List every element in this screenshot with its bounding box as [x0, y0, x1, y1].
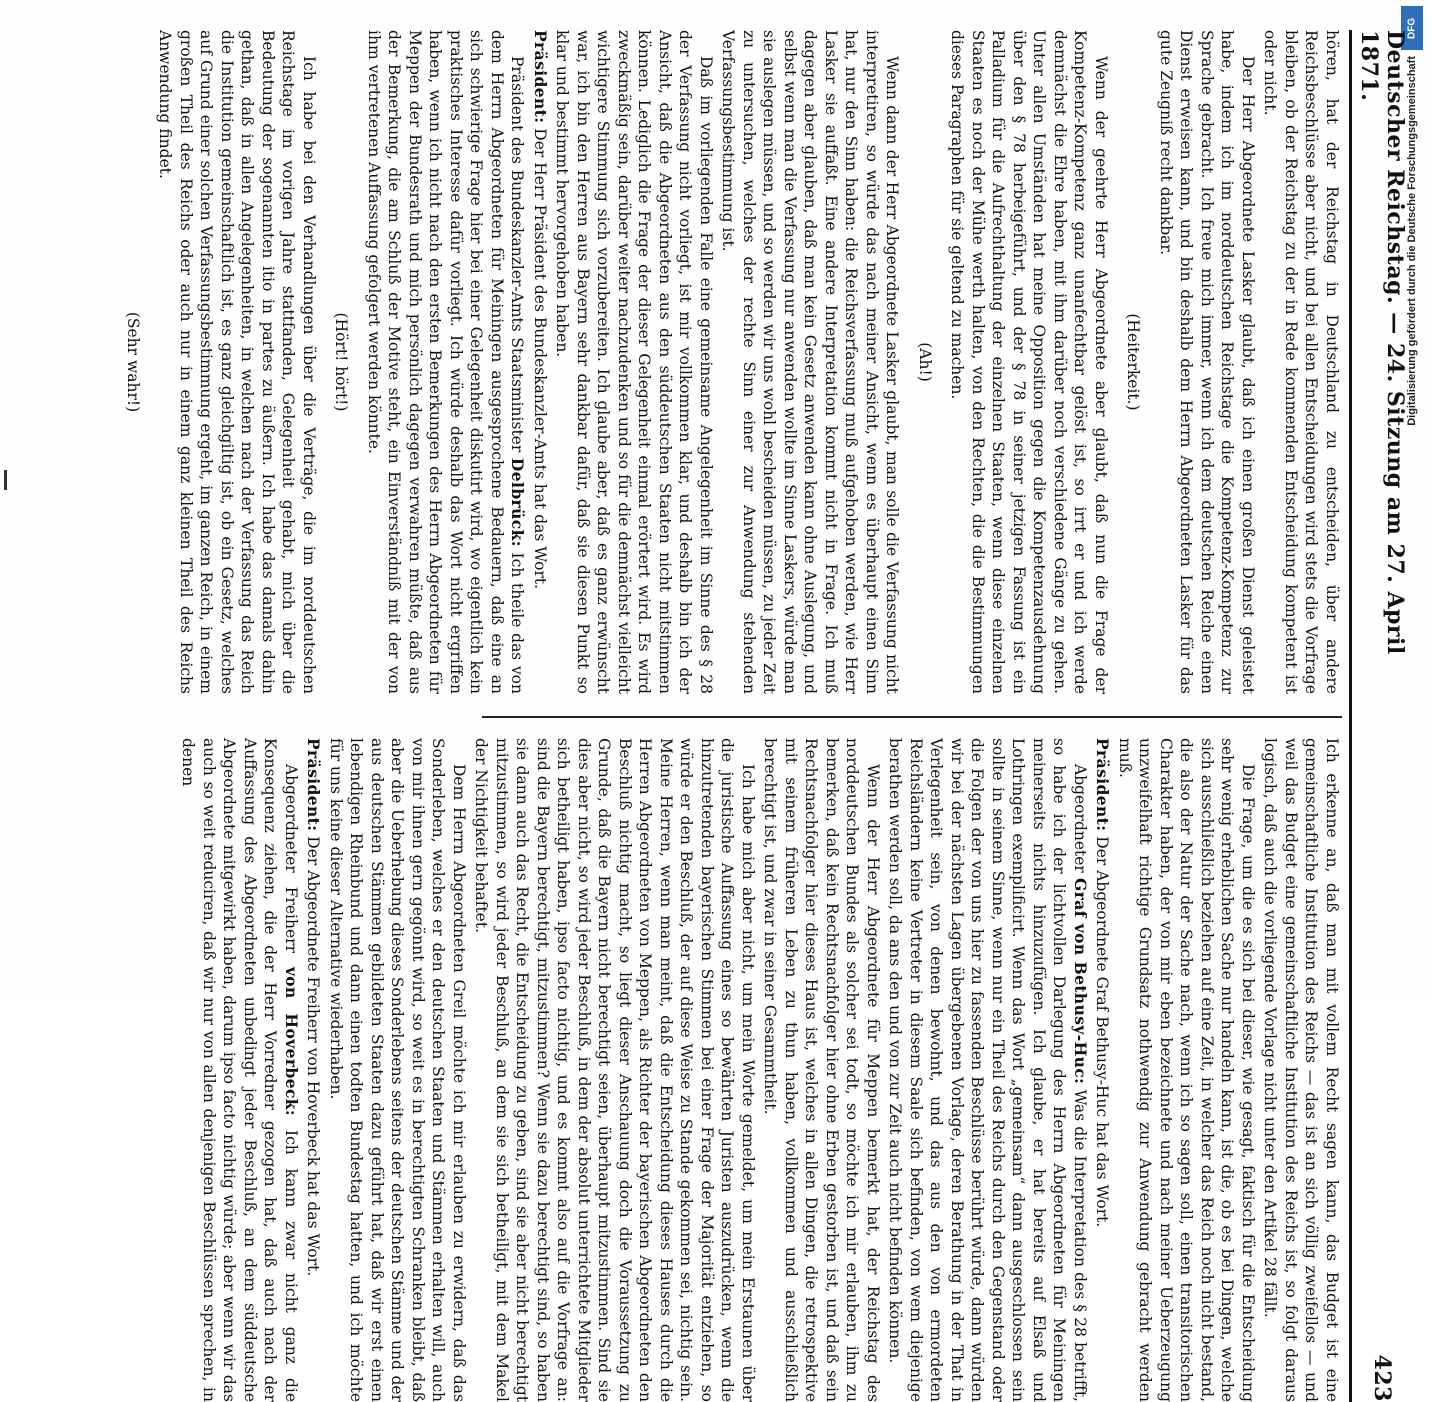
speaker-name: Präsident: — [531, 30, 550, 124]
paragraph: Präsident: Der Herr Präsident des Bundeskanzler-Amts hat das Wort. — [531, 30, 550, 590]
dfg-funding-note: Digitalisierung gefördert durch die Deutsche Forschungsgemeinschaft — [1406, 56, 1418, 426]
column-left — [124, 30, 1342, 694]
paragraph: Ich habe bei den Verhandlungen über die Verträge, die im norddeutschen Reichstage im vorigen Jahre stattfanden, Gelegenheit gehabt, mich über die Bedeutung der sogenannten itio in partes zu äußern. Ich habe das damals dahin gethan, daß in allen Angelegenheiten, in welchen nach der Verfassung das Reich die Institution gemeinschaftlich ist, es ganz gleichgiltig ist, ob ein Gesetz, welches auf Grund einer solchen Verfassungsbestimmung ergeht, im ganzen Reich, in einem großen Theil des Reichs oder auch nur in einem ganz kleinen Theil des Reichs Anwendung findet. — [156, 30, 318, 694]
interjection: (Heiterkeit.) — [1124, 313, 1143, 411]
paragraph: Präsident: Der Abgeordnete Graf Bethusy-Huc hat das Wort. — [1093, 738, 1113, 1228]
paragraph: Ich habe mich aber nicht, um mein Worte gemeldet, um mein Erstaunen über die juristische Auffassung eines so bewährten Juristen auszudrücken, wenn die hinzutretenden bayerischen Stimmen bei einer Frage der Majorität entziehen, so würde er den Beschluß, der auf diese Weise zu Stande gekommen sei, nichtig sein. Meine Herren, wenn man meint, daß die Entscheidung dieses Hauses durch die Herren Abgeordneten von Meppen, als Richter der bayerischen Abgeordneten den Beschluß nichtig macht, so liegt dieser Anschauung doch die Voraussetzung zu Grunde, daß die Bayern nicht berechtigt seien, überhaupt mitzustimmen. Sind sie dies aber nicht, so wird jeder Beschluß, in dem der absolut unterrichtete Mitglieder sich betheiligt haben, ipso facto nichtig, und es kommt also auf die Vorfrage an: sind die Bayern berechtigt, mitzustimmen? Wenn sie dazu berechtigt sind, so haben sie dann auch das Recht, die Entscheidung zu geben, sind sie aber nicht berechtigt mitzustimmen, so wird jeder Beschluß, an dem sie sich betheiligt, mit dem Makel der Nichtigkeit behaftet. — [472, 738, 757, 1402]
paragraph: Abgeordneter Freiherr von Hoverbeck: Ich kann zwar nicht ganz die Konsequenz ziehen, die der Herr Vorredner gezogen hat, daß auch nach der Auffassung des Abgeordneten unbedingt jeder Beschluß, an dem süddeutsche Abgeordnete mitgewirkt haben, darum ipso facto nichtig würde; aber wenn wir das auch so weit reduciren, daß wir nur von allen denjenigen Beschlüssen sprechen, in denen — [179, 738, 301, 1402]
paragraph: Wenn der Herr Abgeordnete für Meppen bemerkt hat, der Reichstag des norddeutschen Bundes als solcher sei todt, so möchte ich mir erlauben, ihm zu bemerken, daß kein Rechtsnachfolger hier ohne Erben gestorben ist, und daß sein Rechtsnachfolger hier dieses Haus ist, welches in allen Dingen, die retrospektive mit seinem früheren Leben zu thun haben, vollkommen und ausschließlich berechtigt ist, und zwar in seiner Gesammtheit. — [761, 738, 882, 1402]
speaker-name: Präsident: — [1093, 738, 1113, 832]
column-right — [179, 716, 1342, 1402]
speaker-name: Präsident: — [304, 738, 324, 832]
paragraph: Die Frage, um die es sich bei dieser, wie gesagt, faktisch für die Entscheidung sehr wenig erheblichen Sache nur handeln kann, ist die, ob es bei Dingen, welche sich ausschließlich beziehen auf eine Zeit, in welcher das Reich noch nicht bestand, die also der Natur der Sache nach, wenn ich so sagen soll, einen transitorischen Charakter haben, der von mir eben bezeichnete und nach meiner Ueberzeugung unzweifelhaft richtige Grundsatz nothwendig zur Anwendung gebracht werden muß. — [1116, 738, 1257, 1402]
interjection: (Sehr wahr!) — [124, 311, 142, 413]
dfg-logo: DFG — [1401, 6, 1423, 50]
rotated-page-content — [40, 30, 1412, 1402]
running-title: Deutscher Reichstag. — 24. Sitzung am 27. April 1871. — [1356, 30, 1408, 655]
interjection: (Ah!) — [916, 342, 934, 382]
paragraph: Daß im vorliegenden Falle eine gemeinsame Angelegenheit im Sinne des § 28 der Verfassung nicht vorliegt, ist mir vollkommen klar, und deshalb bin ich der Ansicht, daß die Abgeordneten aus den süddeutschen Staaten nicht mitstimmen können. Lediglich die Frage der dieser Gelegenheit einmal erörtert wird. Es wird zweckmäßig sein, darüber weiter nachzudenken und so für die demnächst vielleicht wichtigere Stimmung sich vorzubereiten. Ich glaube aber, daß es ganz erwünscht war, ich bin den Herren aus Bayern sehr dankbar dafür, daß sie diesen Punkt so klar und bestimmt hervorgehoben haben. — [553, 30, 715, 694]
binding-mark — [4, 470, 7, 490]
speaker-name: von Hoverbeck: — [282, 966, 301, 1117]
page-header — [1349, 30, 1412, 1402]
speaker-name: Delbrück: — [508, 457, 528, 547]
paragraph: hören, hat der Reichstag in Deutschland zu entscheiden, über andere Reichsbeschlüsse aber nicht, und bei allen Entscheidungen wird stets die Vorfrage bleiben, ob der Reichstag zu der in Rede kommenden Entscheidung kompetent ist oder nicht. — [1261, 30, 1341, 694]
paragraph: Präsident des Bundeskanzler-Amts Staatsminister Delbrück: Ich theile das von dem Herrn Abgeordneten für Meiningen ausgesprochene Bedauern, daß eine an sich schwierige Frage hier bei einer Gelegenheit diskutirt wird, wo eigentlich kein praktisches Interesse dafür vorliegt. Ich würde deshalb das Wort nicht ergriffen haben, wenn ich nicht nach den ersten Bemerkungen des Herrn Abgeordneten für Meppen der Bundesrath und mich persönlich dagegen verwahren müßte, daß aus der Bemerkung, die am Schluß der Motive steht, ein Einverständniß mit der von ihm vertretenen Auffassung gefolgert werden könnte. — [365, 30, 528, 694]
paragraph: Wenn der geehrte Herr Abgeordnete aber glaubt, daß nun die Frage der Kompetenz-Kompetenz ganz unanfechtbar gelöst ist, so irrt er und ich werde demnächst die Ehre haben, mit ihm darüber noch verschiedene Gänge zu gehen. Unter allen Umständen hat meine Opposition gegen die Kompetenzausdehnung über den § 78 herbeigeführt, und der § 78 in seiner jetzigen Fassung ist ein Palladium für die Aufrechthaltung der einzelnen Staaten, wenn diese einzelnen Staaten es noch der Mühe werth halten, von den Rechten, die die Bestimmungen dieses Paragraphen für sie geltend zu machen. — [948, 30, 1110, 694]
paragraph: Präsident: Der Abgeordnete Freiherr von Hoverbeck hat das Wort. — [304, 738, 324, 1277]
paragraph: Wenn dann der Herr Abgeordnete Lasker glaubt, man solle die Verfassung nicht interpretiren, so würde das nach meiner Ansicht, wenn es überhaupt einen Sinn hat, nur den Sinn haben: die Reichsverfassung muß aufgehoben werden, wie Herr Lasker sie auffaßt. Eine andere Interpretation kommt nicht in Frage. Ich muß dagegen aber glauben, daß man kein Gesetz anwenden kann ohne Auslegung, und selbst wenn man die Verfassung nur anwenden wollte im Sinne Laskers, würde man sie auslegen müssen, und so werden wir uns wohl bescheiden müssen, zu jeder Zeit zu untersuchen, welches der rechte Sinn einer zur Anwendung stehenden Verfassungsbestimmung ist. — [719, 30, 902, 694]
speaker-name: Graf von Bethusy-Huc: — [1071, 878, 1090, 1085]
paragraph: Der Herr Abgeordnete Lasker glaubt, daß ich einen großen Dienst geleistet habe, indem ich im norddeutschen Reichstage die Kompetenz-Kompetenz zur Sprache gebracht. Ich freue mich immer, wenn ich dem deutschen Reiche einen Dienst erweisen kann, und bin deshalb dem Herrn Abgeordneten Lasker für das gute Zeugniß recht dankbar. — [1157, 30, 1257, 694]
text-columns — [124, 30, 1342, 1402]
paragraph: Dem Herrn Abgeordneten Greil möchte ich mir erlauben zu erwidern, daß das Sonderleben, welches er den deutschen Staaten und Stämmen erhalten will, auch von mir ihnen gern gegönnt wird, so weit es in berechtigten Schranken bleibt, daß aber die Ueberhebung dieses Sonderlebens seitens der deutschen Stämme und der aus deutschen Stämmen gebildeten Staaten dazu geführt hat, daß wir erst einen lebendigen Rheinbund und dann einen todten Bundestag hatten, und ich möchte für uns keine dieser Alternative wiederhaben. — [327, 738, 468, 1402]
page-number: 423 — [1369, 1354, 1395, 1402]
paragraph: Ich erkenne an, daß man mit vollem Recht sagen kann, das Budget ist eine gemeinschaftliche Institution des Reichs — das ist an sich völlig zweifellos — und weil das Budget eine gemeinschaftliche Institution des Reichs ist, so folgt daraus logisch, daß auch die vorliegende Vorlage nicht unter den Artikel 28 fällt. — [1261, 738, 1341, 1402]
interjection: (Hört! hört!) — [332, 312, 351, 412]
paragraph: Abgeordneter Graf von Bethusy-Huc: Was die Interpretation des § 28 betrifft, so habe ich der lichtvollen Darlegung des Herrn Abgeordneten für Meiningen meinerseits nichts hinzuzufügen. Ich glaube, er hat bereits auf Elsaß und Lothringen exemplificirt. Wenn das Wort „gemeinsam“ dann ausgeschlossen sein sollte in seinem Sinne, wenn nur ein Theil des Reichs durch den Gegenstand oder die Folgen der von uns hier zu fassenden Beschlüsse berührt würde, dann würden wir bei der nächsten Lagen übergebenen Vorlage, deren Berathung in der That in Verlegenheit sein, von denen bewohnt, und das aus den von ermordeten Reichsländern keine Vertreter in diesem Saale sich befinden, von wem diejenige berathen werden soll, da ans den und von zur Zeit auch nicht befinden können. — [886, 738, 1090, 1402]
